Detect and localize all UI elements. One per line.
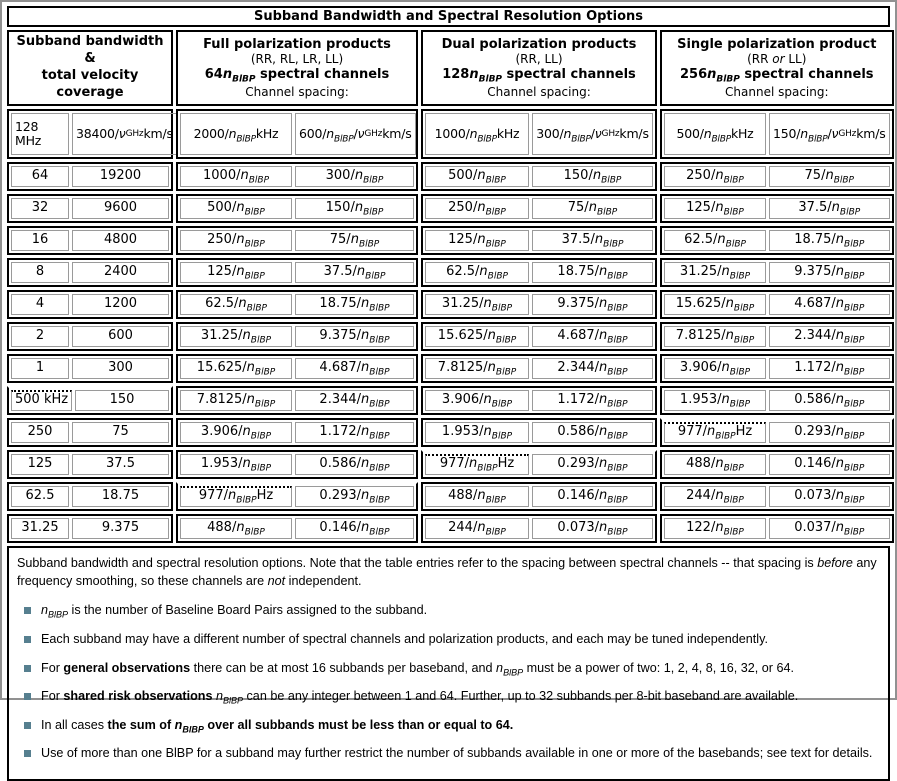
note-item-1 <box>24 631 880 649</box>
row-10-group-full-polarization <box>176 450 418 479</box>
row-4-group-dual-polarization <box>421 258 657 287</box>
row-2-group-full-polarization <box>176 194 418 223</box>
table-cell-r12-c5: 0.073/ $n_{BlBP}$ <box>532 518 653 539</box>
note-item-4 <box>24 717 880 735</box>
row-12-group-full-polarization <box>176 514 418 543</box>
table-cell-r5-c0: 4 <box>11 294 69 315</box>
row-9-group-single-polarization <box>660 418 894 447</box>
row-0-group-dual-polarization <box>421 109 657 159</box>
row-11-group-bandwidth <box>7 482 173 511</box>
row-11-group-single-polarization <box>660 482 894 511</box>
row-6-group-dual-polarization <box>421 322 657 351</box>
row-9-group-dual-polarization <box>421 418 657 447</box>
table-cell-r0-c1: 38400/ ν GHz km/s <box>72 113 177 155</box>
table-title: Subband Bandwidth and Spectral Resolution Options <box>7 6 890 27</box>
row-3-group-single-polarization <box>660 226 894 255</box>
row-7-group-full-polarization <box>176 354 418 383</box>
table-cell-r7-c6: 3.906/ $n_{BlBP}$ <box>664 358 766 379</box>
bullet-square-icon <box>24 750 31 757</box>
table-cell-r11-c2: 977/ $n_{BlBP}$ Hz <box>180 486 292 507</box>
table-cell-r11-c5: 0.146/ $n_{BlBP}$ <box>532 486 653 507</box>
table-cell-r4-c0: 8 <box>11 262 69 283</box>
row-8-group-full-polarization <box>176 386 418 415</box>
table-cell-r5-c1: 1200 <box>72 294 169 315</box>
header-group-pols: (RR or LL) <box>747 52 807 67</box>
row-0-group-bandwidth <box>7 109 173 159</box>
bullet-square-icon <box>24 636 31 643</box>
row-10-group-bandwidth <box>7 450 173 479</box>
table-cell-r4-c4: 62.5/ $n_{BlBP}$ <box>425 262 529 283</box>
table-cell-r5-c3: 18.75/ $n_{BlBP}$ <box>295 294 414 315</box>
table-cell-r3-c1: 4800 <box>72 230 169 251</box>
table-cell-r0-c5: 300/ $n_{BlBP}$ / ν GHz km/s <box>532 113 653 155</box>
table-cell-r9-c1: 75 <box>72 422 169 443</box>
table-cell-r0-c2: 2000/ $n_{BlBP}$ kHz <box>180 113 292 155</box>
header-channel-spacing-label: Channel spacing: <box>487 84 591 99</box>
table-cell-r9-c2: 3.906/ $n_{BlBP}$ <box>180 422 292 443</box>
table-cell-r0-c6: 500/ $n_{BlBP}$ kHz <box>664 113 766 155</box>
table-cell-r12-c6: 122/ $n_{BlBP}$ <box>664 518 766 539</box>
table-cell-r10-c0: 125 <box>11 454 69 475</box>
note-text: For general observations there can be at most 16 subbands per baseband, and $n_{BlBP}$ must be a power of two: 1, 2, 4, 8, 16, 32, or 64. <box>41 660 794 678</box>
table-cell-r12-c0: 31.25 <box>11 518 69 539</box>
table-cell-r3-c7: 18.75/ $n_{BlBP}$ <box>769 230 890 251</box>
row-1-group-single-polarization <box>660 162 894 191</box>
row-5-group-single-polarization <box>660 290 894 319</box>
note-item-5 <box>24 745 880 763</box>
table-cell-r3-c5: 37.5/ $n_{BlBP}$ <box>532 230 653 251</box>
table-cell-r11-c6: 244/ $n_{BlBP}$ <box>664 486 766 507</box>
row-1-group-bandwidth <box>7 162 173 191</box>
row-8-group-dual-polarization <box>421 386 657 415</box>
table-cell-r3-c3: 75/ $n_{BlBP}$ <box>295 230 414 251</box>
table-cell-r0-c4: 1000/ $n_{BlBP}$ kHz <box>425 113 529 155</box>
table-cell-r12-c2: 488/ $n_{BlBP}$ <box>180 518 292 539</box>
row-7-group-dual-polarization <box>421 354 657 383</box>
table-cell-r6-c3: 9.375/ $n_{BlBP}$ <box>295 326 414 347</box>
table-cell-r6-c5: 4.687/ $n_{BlBP}$ <box>532 326 653 347</box>
row-10-group-single-polarization <box>660 450 894 479</box>
table-cell-r2-c7: 37.5/ $n_{BlBP}$ <box>769 198 890 219</box>
table-cell-r0-c3: 600/ $n_{BlBP}$ / ν GHz km/s <box>295 113 416 155</box>
table-cell-r9-c5: 0.586/ $n_{BlBP}$ <box>532 422 653 443</box>
row-4-group-single-polarization <box>660 258 894 287</box>
table-cell-r7-c0: 1 <box>11 358 69 379</box>
row-0-group-single-polarization <box>660 109 894 159</box>
note-text: For shared risk observations $n_{BlBP}$ can be any integer between 1 and 64. Further, up to 32 subbands per 8-bit baseband are available. <box>41 689 799 706</box>
table-cell-r10-c2: 1.953/ $n_{BlBP}$ <box>180 454 292 475</box>
header-group-channels: $128n_{BlBP}$ spectral channels <box>442 66 636 85</box>
table-cell-r8-c2: 7.8125/ $n_{BlBP}$ <box>180 390 292 411</box>
row-5-group-full-polarization <box>176 290 418 319</box>
row-8-group-single-polarization <box>660 386 894 415</box>
table-cell-r2-c5: 75/ $n_{BlBP}$ <box>532 198 653 219</box>
table-cell-r2-c1: 9600 <box>72 198 169 219</box>
bullet-square-icon <box>24 607 31 614</box>
header-group-channels: $64n_{BlBP}$ spectral channels <box>204 66 390 85</box>
table-cell-r7-c7: 1.172/ $n_{BlBP}$ <box>769 358 890 379</box>
header-group-pols: (RR, RL, LR, LL) <box>250 52 344 67</box>
table-cell-r8-c1: 150 <box>75 390 169 411</box>
table-cell-r10-c4: 977/ $n_{BlBP}$ Hz <box>425 454 529 475</box>
header-group-channels: $256n_{BlBP}$ spectral channels <box>679 66 874 85</box>
table-cell-r8-c3: 2.344/ $n_{BlBP}$ <box>295 390 414 411</box>
header-channel-spacing-label: Channel spacing: <box>725 84 829 99</box>
row-11-group-dual-polarization <box>421 482 657 511</box>
row-1-group-dual-polarization <box>421 162 657 191</box>
table-cell-r1-c4: 500/ $n_{BlBP}$ <box>425 166 529 187</box>
note-item-3 <box>24 688 880 706</box>
table-cell-r6-c7: 2.344/ $n_{BlBP}$ <box>769 326 890 347</box>
row-12-group-dual-polarization <box>421 514 657 543</box>
table-cell-r2-c4: 250/ $n_{BlBP}$ <box>425 198 529 219</box>
table-cell-r6-c6: 7.8125/ $n_{BlBP}$ <box>664 326 766 347</box>
table-cell-r8-c5: 1.172/ $n_{BlBP}$ <box>532 390 653 411</box>
table-cell-r5-c2: 62.5/ $n_{BlBP}$ <box>180 294 292 315</box>
row-3-group-bandwidth <box>7 226 173 255</box>
row-11-group-full-polarization <box>176 482 418 511</box>
table-cell-r5-c6: 15.625/ $n_{BlBP}$ <box>664 294 766 315</box>
row-3-group-full-polarization <box>176 226 418 255</box>
header-subband-bandwidth: Subband bandwidth & total velocity coverage <box>7 30 173 106</box>
bullet-square-icon <box>24 722 31 729</box>
row-1-group-full-polarization <box>176 162 418 191</box>
table-cell-r12-c1: 9.375 <box>72 518 169 539</box>
table-cell-r1-c0: 64 <box>11 166 69 187</box>
row-2-group-dual-polarization <box>421 194 657 223</box>
table-cell-r9-c0: 250 <box>11 422 69 443</box>
header-group-pols: (RR, LL) <box>515 52 563 67</box>
table-notes <box>7 546 890 781</box>
table-cell-r3-c0: 16 <box>11 230 69 251</box>
table-cell-r8-c4: 3.906/ $n_{BlBP}$ <box>425 390 529 411</box>
table-cell-r0-c7: 150/ $n_{BlBP}$ / ν GHz km/s <box>769 113 890 155</box>
row-12-group-single-polarization <box>660 514 894 543</box>
table-cell-r6-c4: 15.625/ $n_{BlBP}$ <box>425 326 529 347</box>
row-10-group-dual-polarization <box>421 450 657 479</box>
table-cell-r12-c4: 244/ $n_{BlBP}$ <box>425 518 529 539</box>
table-cell-r4-c5: 18.75/ $n_{BlBP}$ <box>532 262 653 283</box>
row-6-group-full-polarization <box>176 322 418 351</box>
row-9-group-full-polarization <box>176 418 418 447</box>
row-6-group-single-polarization <box>660 322 894 351</box>
table-cell-r1-c2: 1000/ $n_{BlBP}$ <box>180 166 292 187</box>
table-caption: Subband bandwidth and spectral resolution options. Note that the table entries refer to the spacing between spectral channels -- that spacing is before any frequency smoothing, so these channels are not independent. <box>17 555 877 589</box>
header-full-polarization <box>176 30 418 106</box>
table-cell-r7-c3: 4.687/ $n_{BlBP}$ <box>295 358 414 379</box>
table-cell-r7-c1: 300 <box>72 358 169 379</box>
row-5-group-dual-polarization <box>421 290 657 319</box>
note-text: In all cases the sum of $n_{BlBP}$ over all subbands must be less than or equal to 64. <box>41 717 514 735</box>
table-cell-r6-c0: 2 <box>11 326 69 347</box>
table-cell-r11-c1: 18.75 <box>72 486 169 507</box>
table-cell-r4-c3: 37.5/ $n_{BlBP}$ <box>295 262 414 283</box>
table-cell-r2-c2: 500/ $n_{BlBP}$ <box>180 198 292 219</box>
table-cell-r9-c7: 0.293/ $n_{BlBP}$ <box>769 422 890 443</box>
table-cell-r4-c2: 125/ $n_{BlBP}$ <box>180 262 292 283</box>
table-cell-r10-c7: 0.146/ $n_{BlBP}$ <box>769 454 890 475</box>
table-cell-r10-c5: 0.293/ $n_{BlBP}$ <box>532 454 653 475</box>
options-table <box>7 30 890 543</box>
table-cell-r9-c6: 977/ $n_{BlBP}$ Hz <box>664 422 766 443</box>
row-0-group-full-polarization <box>176 109 418 159</box>
table-cell-r1-c5: 150/ $n_{BlBP}$ <box>532 166 653 187</box>
table-cell-r11-c7: 0.073/ $n_{BlBP}$ <box>769 486 890 507</box>
note-item-2 <box>24 660 880 678</box>
table-cell-r8-c6: 1.953/ $n_{BlBP}$ <box>664 390 766 411</box>
table-cell-r10-c6: 488/ $n_{BlBP}$ <box>664 454 766 475</box>
table-cell-r5-c4: 31.25/ $n_{BlBP}$ <box>425 294 529 315</box>
table-cell-r12-c7: 0.037/ $n_{BlBP}$ <box>769 518 890 539</box>
table-cell-r0-c0: 128 MHz <box>11 113 69 155</box>
table-cell-r6-c1: 600 <box>72 326 169 347</box>
table-cell-r1-c3: 300/ $n_{BlBP}$ <box>295 166 414 187</box>
table-cell-r7-c4: 7.8125/ $n_{BlBP}$ <box>425 358 529 379</box>
table-cell-r2-c6: 125/ $n_{BlBP}$ <box>664 198 766 219</box>
table-cell-r1-c6: 250/ $n_{BlBP}$ <box>664 166 766 187</box>
row-12-group-bandwidth <box>7 514 173 543</box>
table-cell-r7-c5: 2.344/ $n_{BlBP}$ <box>532 358 653 379</box>
header-group-title: Full polarization products <box>203 36 391 52</box>
header-channel-spacing-label: Channel spacing: <box>245 84 349 99</box>
note-text: $n_{BlBP}$ is the number of Baseline Board Pairs assigned to the subband. <box>41 603 428 620</box>
row-7-group-bandwidth <box>7 354 173 383</box>
row-8-group-bandwidth <box>7 386 173 415</box>
row-7-group-single-polarization <box>660 354 894 383</box>
row-3-group-dual-polarization <box>421 226 657 255</box>
table-cell-r9-c3: 1.172/ $n_{BlBP}$ <box>295 422 414 443</box>
table-cell-r1-c1: 19200 <box>72 166 169 187</box>
table-cell-r7-c2: 15.625/ $n_{BlBP}$ <box>180 358 292 379</box>
note-item-0 <box>24 602 880 620</box>
table-cell-r9-c4: 1.953/ $n_{BlBP}$ <box>425 422 529 443</box>
bullet-square-icon <box>24 665 31 672</box>
table-cell-r2-c3: 150/ $n_{BlBP}$ <box>295 198 414 219</box>
table-cell-r4-c6: 31.25/ $n_{BlBP}$ <box>664 262 766 283</box>
row-6-group-bandwidth <box>7 322 173 351</box>
header-group-title: Single polarization product <box>677 36 877 52</box>
table-cell-r8-c7: 0.586/ $n_{BlBP}$ <box>769 390 890 411</box>
table-cell-r3-c2: 250/ $n_{BlBP}$ <box>180 230 292 251</box>
table-cell-r1-c7: 75/ $n_{BlBP}$ <box>769 166 890 187</box>
table-cell-r4-c7: 9.375/ $n_{BlBP}$ <box>769 262 890 283</box>
row-2-group-bandwidth <box>7 194 173 223</box>
table-cell-r3-c4: 125/ $n_{BlBP}$ <box>425 230 529 251</box>
row-4-group-full-polarization <box>176 258 418 287</box>
table-cell-r11-c0: 62.5 <box>11 486 69 507</box>
table-cell-r6-c2: 31.25/ $n_{BlBP}$ <box>180 326 292 347</box>
table-cell-r11-c4: 488/ $n_{BlBP}$ <box>425 486 529 507</box>
header-single-polarization <box>660 30 894 106</box>
table-cell-r8-c0: 500 kHz <box>11 390 72 411</box>
header-group-title: Dual polarization products <box>441 36 637 52</box>
table-cell-r2-c0: 32 <box>11 198 69 219</box>
table-cell-r10-c3: 0.586/ $n_{BlBP}$ <box>295 454 414 475</box>
table-cell-r5-c5: 9.375/ $n_{BlBP}$ <box>532 294 653 315</box>
table-cell-r11-c3: 0.293/ $n_{BlBP}$ <box>295 486 414 507</box>
table-cell-r5-c7: 4.687/ $n_{BlBP}$ <box>769 294 890 315</box>
bullet-square-icon <box>24 693 31 700</box>
header-dual-polarization <box>421 30 657 106</box>
table-cell-r12-c3: 0.146/ $n_{BlBP}$ <box>295 518 414 539</box>
row-4-group-bandwidth <box>7 258 173 287</box>
row-2-group-single-polarization <box>660 194 894 223</box>
table-cell-r10-c1: 37.5 <box>72 454 169 475</box>
row-5-group-bandwidth <box>7 290 173 319</box>
table-cell-r3-c6: 62.5/ $n_{BlBP}$ <box>664 230 766 251</box>
note-text: Each subband may have a different number of spectral channels and polarization products, and each may be tuned independently. <box>41 631 768 646</box>
row-9-group-bandwidth <box>7 418 173 447</box>
note-text: Use of more than one BlBP for a subband may further restrict the number of subbands available in one or more of the basebands; see text for details. <box>41 746 873 761</box>
notes-list <box>17 602 880 763</box>
table-cell-r4-c1: 2400 <box>72 262 169 283</box>
